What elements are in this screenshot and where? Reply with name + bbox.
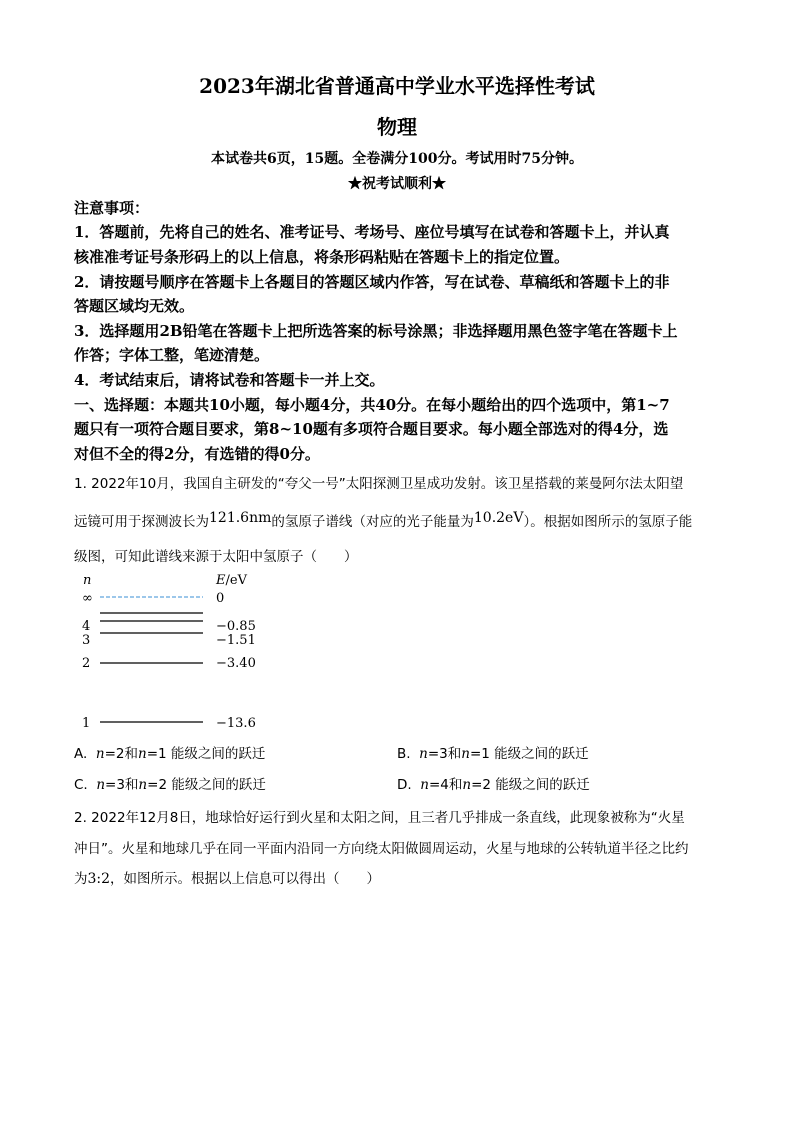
energy-level-diagram — [78, 570, 278, 735]
notes-line: 作答；字体工整，笔迹清楚。 — [74, 346, 270, 364]
q2-ratio: 3:2 — [87, 871, 111, 887]
option-lower-level: 1 — [481, 746, 490, 762]
option-letter: B. — [397, 746, 411, 762]
exam-info: 本试卷共6页，15题。全卷满分100分。考试用时75分钟。 — [211, 151, 583, 167]
section-heading-line: 对但不全的得2分，有选错的得0分。 — [74, 445, 320, 463]
option-letter: D. — [397, 777, 412, 793]
option-var: n — [138, 777, 148, 793]
notes-line: 答题区域均无效。 — [74, 297, 195, 315]
level-n-label: ∞ — [82, 591, 93, 606]
q2-stem-line — [74, 867, 380, 887]
q1-stem-line: 级图，可知此谱线来源于太阳中氢原子（ ） — [74, 549, 358, 565]
option-upper-level: 3 — [116, 777, 125, 793]
option-var: n — [420, 777, 429, 793]
option-c[interactable]: C. n=3和n=2 能级之间的跃迁 — [74, 777, 266, 793]
diagram-n-label: n — [83, 573, 92, 588]
option-lower-level: 2 — [482, 777, 491, 793]
q1-stem-line — [74, 510, 692, 530]
level-n-label: 3 — [82, 633, 91, 648]
q1-stem-line: 1. 2022年10月，我国自主研发的“夸父一号”太阳探测卫星成功发射。该卫星搭载的莱曼阿尔法太阳望 — [74, 476, 684, 492]
option-upper-level: 2 — [115, 746, 125, 762]
level-energy-label: 0 — [216, 591, 225, 606]
option-lower-level: 1 — [158, 746, 167, 762]
level-n-label: 1 — [82, 716, 91, 731]
option-var: n — [96, 777, 106, 793]
subject-title: 物理 — [377, 115, 417, 139]
q2-stem-line: 2. 2022年12月8日，地球恰好运行到火星和太阳之间，且三者几乎排成一条直线，此现象被称为“火星 — [74, 810, 685, 826]
level-energy-label: −0.85 — [216, 619, 256, 634]
option-and: 和 — [124, 746, 138, 762]
section-heading-line: 题只有一项符合题目要求，第8~10题有多项符合题目要求。每小题全部选对的得4分，选 — [74, 420, 669, 438]
q1-text: 远镜可用于探测波长为 — [74, 514, 209, 530]
q1-wavelength: 121.6nm — [209, 510, 272, 526]
option-d[interactable]: D. n=4和n=2 能级之间的跃迁 — [397, 777, 590, 793]
notes-line: 2．请按题号顺序在答题卡上各题目的答题区域内作答，写在试卷、草稿纸和答题卡上的非 — [74, 273, 670, 291]
level-n-label: 4 — [82, 619, 91, 634]
option-upper-level: 4 — [440, 777, 449, 793]
option-text: 能级之间的跃迁 — [494, 746, 589, 762]
option-letter: A. — [74, 746, 88, 762]
notes-line: 1．答题前，先将自己的姓名、准考证号、考场号、座位号填写在试卷和答题卡上，并认真 — [74, 223, 670, 241]
option-text: 能级之间的跃迁 — [495, 777, 590, 793]
notes-heading: 注意事项： — [74, 199, 150, 217]
option-and: 和 — [124, 777, 139, 793]
notes-line: 3．选择题用2B铅笔在答题卡上把所选答案的标号涂黑；非选择题用黑色签字笔在答题卡上 — [74, 322, 678, 340]
q1-energy: 10.2eV — [473, 510, 524, 526]
option-lower-level: 2 — [158, 777, 168, 793]
option-var: n — [462, 777, 472, 793]
option-text: 能级之间的跃迁 — [171, 777, 266, 793]
option-var: n — [461, 746, 470, 762]
wish-line: ★祝考试顺利★ — [348, 176, 446, 192]
q2-stem-line: 冲日”。火星和地球几乎在同一平面内沿同一方向绕太阳做圆周运动，火星与地球的公转轨道半径之比约 — [74, 841, 689, 857]
option-var: n — [95, 746, 105, 762]
option-upper-level: 3 — [439, 746, 448, 762]
option-and: 和 — [448, 777, 463, 793]
diagram-energy-label: E/eV — [216, 573, 247, 588]
option-var: n — [419, 746, 428, 762]
option-var: n — [138, 746, 147, 762]
option-b[interactable]: B. n=3和n=1 能级之间的跃迁 — [397, 746, 589, 762]
level-energy-label: −1.51 — [216, 633, 256, 648]
exam-title: 2023年湖北省普通高中学业水平选择性考试 — [199, 74, 595, 98]
level-n-label: 2 — [82, 656, 91, 671]
level-energy-label: −3.40 — [216, 656, 256, 671]
notes-line: 4．考试结束后，请将试卷和答题卡一并上交。 — [74, 371, 385, 389]
option-letter: C. — [74, 777, 88, 793]
q1-text: 的氢原子谱线（对应的光子能量为 — [271, 514, 474, 530]
q2-text: 为 — [74, 871, 88, 887]
q2-text: ，如图所示。根据以上信息可以得出（ ） — [110, 871, 381, 887]
option-and: 和 — [447, 746, 462, 762]
notes-line: 核准准考证号条形码上的以上信息，将条形码粘贴在答题卡上的指定位置。 — [74, 248, 570, 266]
level-energy-label: −13.6 — [216, 716, 256, 731]
option-a[interactable]: A. n=2和n=1 能级之间的跃迁 — [74, 746, 266, 762]
section-heading-line: 一、选择题：本题共10小题，每小题4分，共40分。在每小题给出的四个选项中，第1~7 — [74, 396, 670, 414]
q1-text: ）。根据如图所示的氢原子能 — [523, 514, 693, 530]
option-text: 能级之间的跃迁 — [170, 746, 266, 762]
